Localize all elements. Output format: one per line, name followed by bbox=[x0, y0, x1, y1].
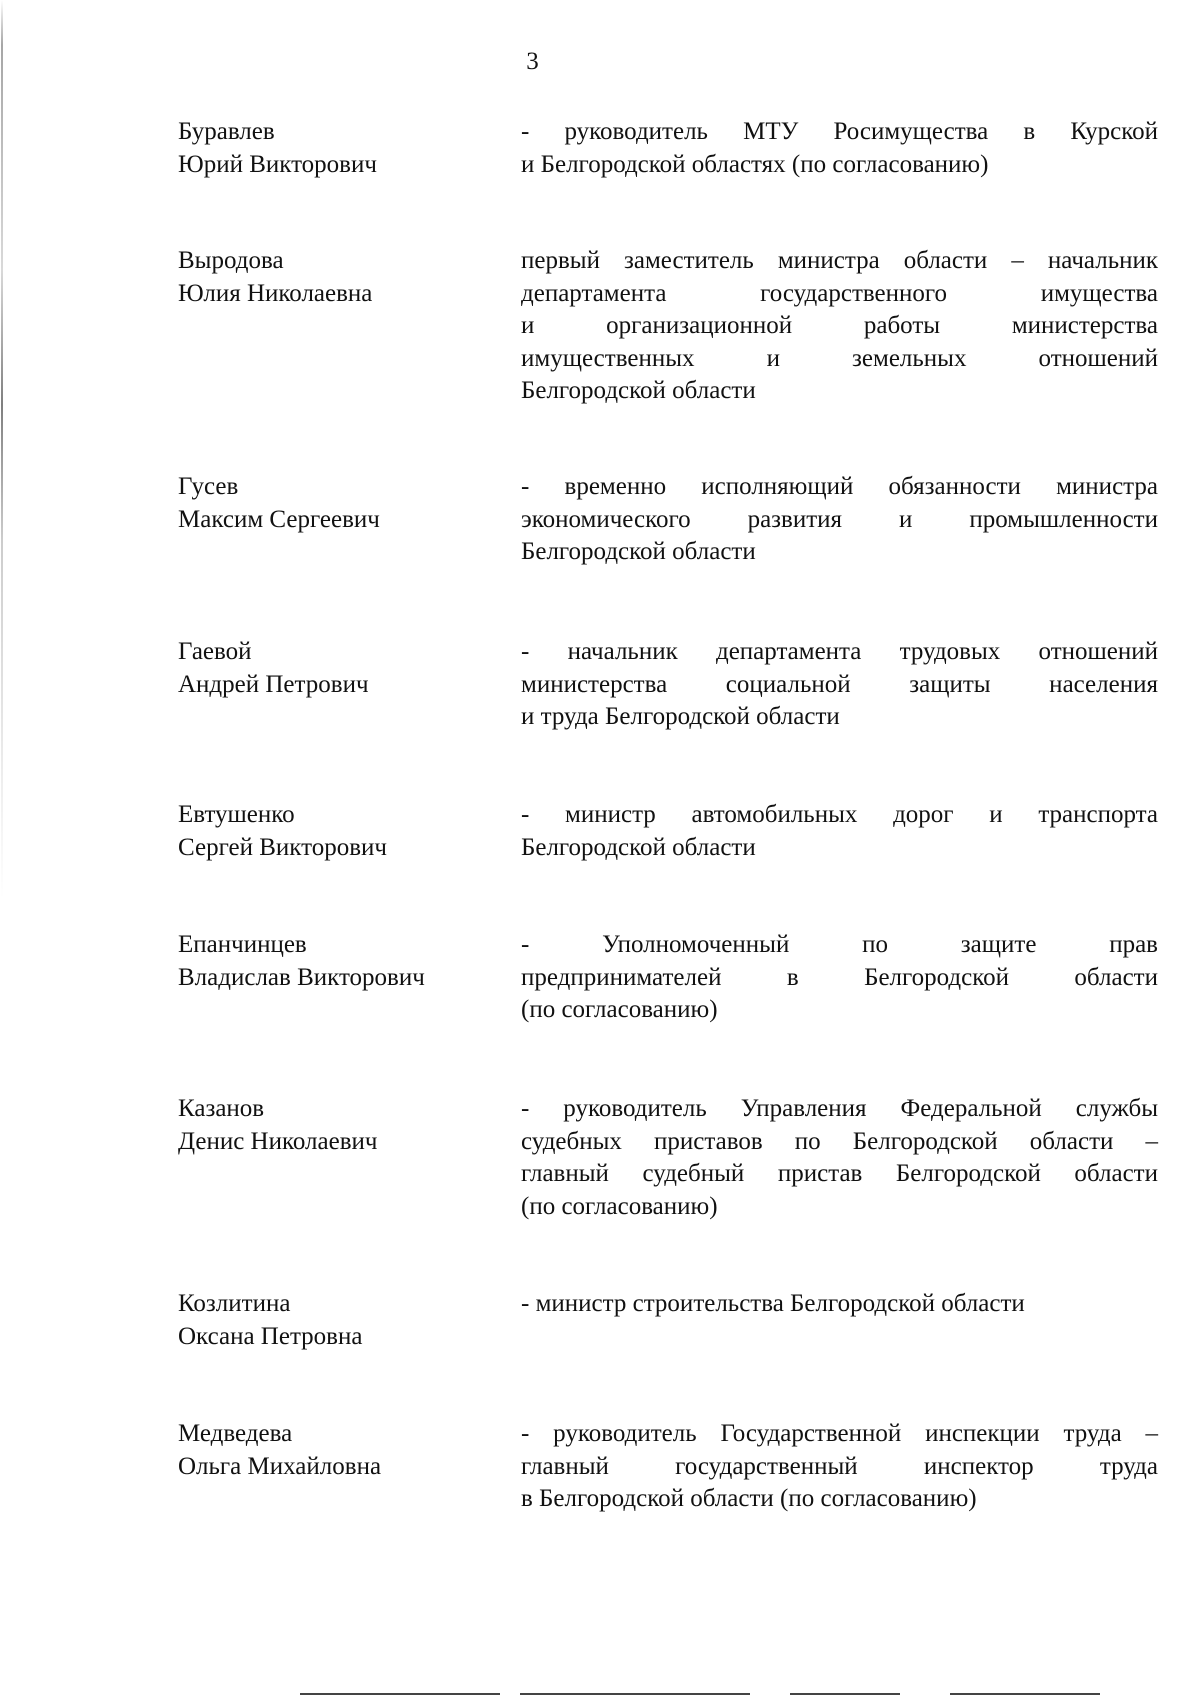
member-name bbox=[178, 1288, 508, 1353]
role-line: в Белгородской области (по согласованию) bbox=[521, 1485, 977, 1512]
member-role bbox=[521, 116, 1158, 181]
member-given-name: Сергей Викторович bbox=[178, 833, 387, 861]
member-surname: Медведева bbox=[178, 1420, 293, 1447]
member-given-name: Андрей Петрович bbox=[178, 670, 369, 698]
role-line: - министр автомобильных дорог и транспорта bbox=[521, 801, 1158, 828]
role-line: - руководитель Управления Федеральной службы bbox=[521, 1095, 1158, 1122]
role-line: судебных приставов по Белгородской области – bbox=[521, 1127, 1158, 1155]
scan-edge-shadow bbox=[1, 0, 3, 900]
member-name bbox=[178, 929, 508, 994]
member-surname: Евтушенко bbox=[178, 801, 295, 828]
member-surname: Епанчинцев bbox=[178, 931, 307, 958]
member-role bbox=[521, 799, 1158, 864]
member-given-name: Юлия Николаевна bbox=[178, 279, 373, 307]
member-surname: Козлитина bbox=[178, 1290, 291, 1317]
member-given-name: Владислав Викторович bbox=[178, 963, 425, 991]
member-given-name: Денис Николаевич bbox=[178, 1127, 378, 1155]
member-role bbox=[521, 1418, 1158, 1516]
role-line: (по согласованию) bbox=[521, 1192, 718, 1220]
role-line: министерства социальной защиты населения bbox=[521, 670, 1158, 698]
member-surname: Выродова bbox=[178, 247, 284, 274]
member-given-name: Оксана Петровна bbox=[178, 1322, 363, 1350]
role-line: департамента государственного имущества bbox=[521, 279, 1158, 307]
role-line: и труда Белгородской области bbox=[521, 703, 840, 730]
member-role bbox=[521, 929, 1158, 1027]
role-line: главный государственный инспектор труда bbox=[521, 1452, 1158, 1480]
member-name bbox=[178, 1418, 508, 1483]
member-name bbox=[178, 1093, 508, 1158]
member-role bbox=[521, 1288, 1158, 1321]
role-line: и Белгородской областях (по согласованию) bbox=[521, 150, 989, 178]
member-role bbox=[521, 471, 1158, 569]
role-line: - временно исполняющий обязанности министра bbox=[521, 473, 1158, 500]
role-line: предпринимателей в Белгородской области bbox=[521, 963, 1158, 991]
member-given-name: Юрий Викторович bbox=[178, 150, 377, 178]
role-line: - начальник департамента трудовых отношений bbox=[521, 638, 1158, 665]
page-number: 3 bbox=[526, 48, 539, 75]
member-role bbox=[521, 636, 1158, 734]
member-name bbox=[178, 116, 508, 181]
member-given-name: Ольга Михайловна bbox=[178, 1452, 382, 1480]
role-line: главный судебный пристав Белгородской области bbox=[521, 1160, 1158, 1187]
role-line: и организационной работы министерства bbox=[521, 312, 1158, 339]
role-line: Белгородской области bbox=[521, 377, 756, 404]
role-line: первый заместитель министра области – начальник bbox=[521, 247, 1158, 274]
member-name bbox=[178, 799, 508, 864]
role-line: имущественных и земельных отношений bbox=[521, 344, 1158, 372]
role-line: (по согласованию) bbox=[521, 996, 718, 1023]
member-role bbox=[521, 1093, 1158, 1223]
role-line: экономического развития и промышленности bbox=[521, 505, 1158, 533]
member-name bbox=[178, 245, 508, 310]
role-line: - руководитель Государственной инспекции труда – bbox=[521, 1420, 1158, 1447]
scan-bottom-rule bbox=[790, 1693, 900, 1695]
member-role bbox=[521, 245, 1158, 408]
member-name bbox=[178, 471, 508, 536]
member-surname: Гаевой bbox=[178, 638, 252, 665]
member-surname: Казанов bbox=[178, 1095, 265, 1122]
scan-bottom-rule bbox=[950, 1693, 1100, 1695]
role-line: - Уполномоченный по защите прав bbox=[521, 931, 1158, 958]
member-given-name: Максим Сергеевич bbox=[178, 505, 380, 533]
scan-bottom-rule bbox=[300, 1693, 500, 1695]
member-surname: Гусев bbox=[178, 473, 239, 500]
role-line: - руководитель МТУ Росимущества в Курской bbox=[521, 118, 1158, 145]
role-line: Белгородской области bbox=[521, 833, 756, 861]
member-surname: Буравлев bbox=[178, 118, 275, 145]
role-line: Белгородской области bbox=[521, 538, 756, 565]
member-name bbox=[178, 636, 508, 701]
role-line: - министр строительства Белгородской области bbox=[521, 1290, 1025, 1317]
scan-bottom-rule bbox=[520, 1693, 750, 1695]
